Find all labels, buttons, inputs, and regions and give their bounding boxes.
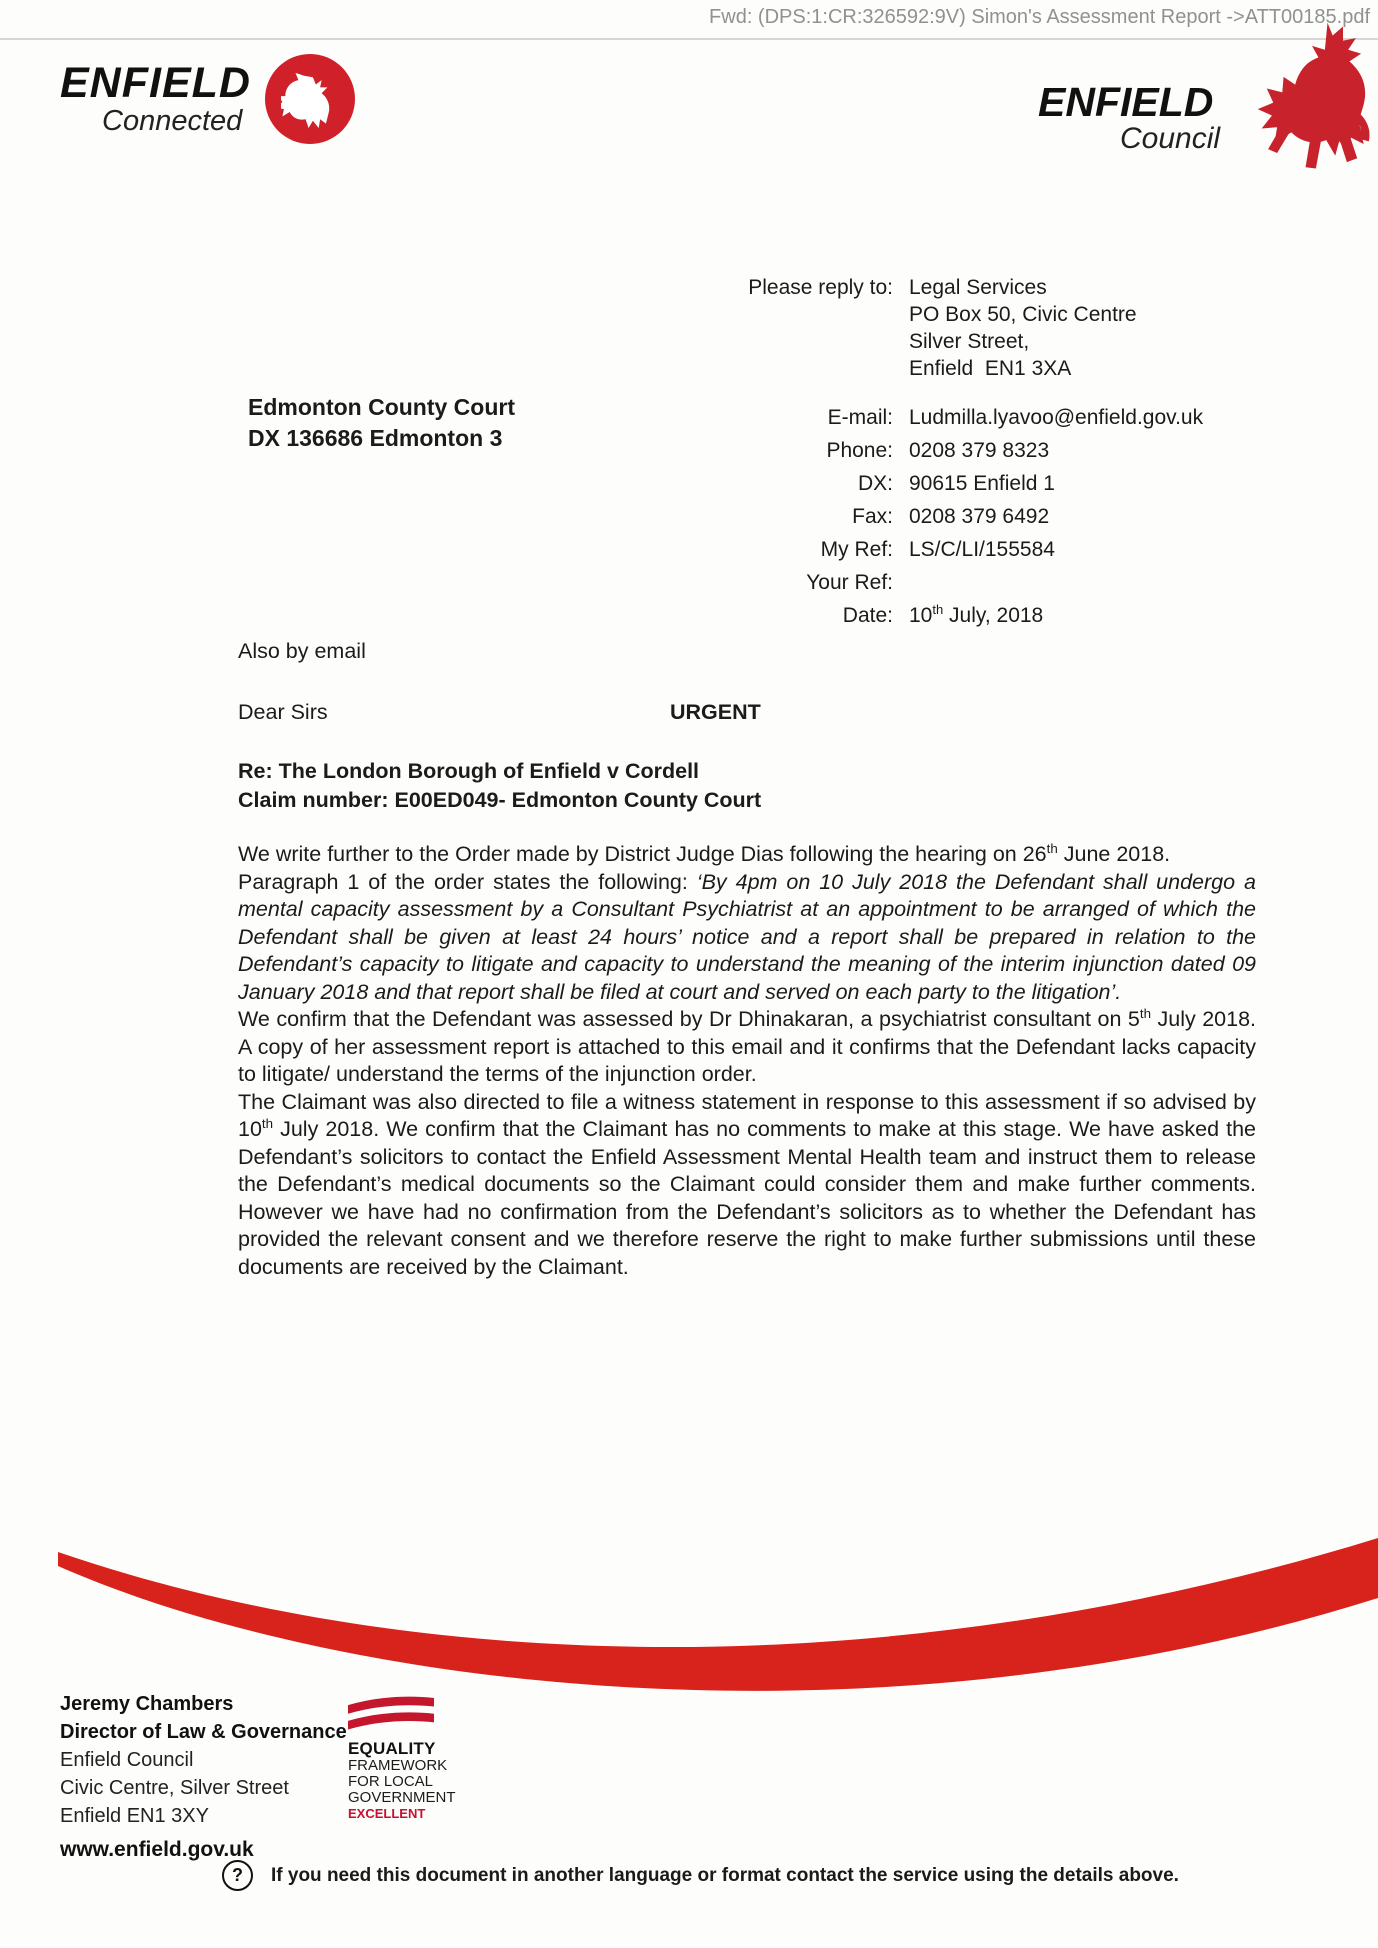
contact-row-date bbox=[560, 604, 1340, 627]
contact-label: My Ref: bbox=[820, 538, 893, 561]
equality-logo-line: EXCELLENT bbox=[348, 1806, 426, 1821]
reply-to-block bbox=[560, 274, 1340, 382]
re-line: Re: The London Borough of Enfield v Cordell bbox=[238, 759, 700, 783]
contact-label: Fax: bbox=[852, 505, 893, 528]
language-note-row bbox=[222, 1860, 1179, 1891]
help-icon: ? bbox=[222, 1860, 253, 1891]
equality-logo-line: GOVERNMENT bbox=[348, 1789, 456, 1806]
paragraph-3: We confirm that the Defendant was assessed by Dr Dhinakaran, a psychiatrist consultant on 5th July 2018. A copy of her assessment report is attached to this email and it confirms that the Defendant lacks capacity to litigate/ understand the terms of the injunction order. bbox=[238, 1005, 1257, 1086]
enfield-council-logo bbox=[1030, 20, 1378, 180]
contact-row-dx bbox=[560, 472, 1340, 495]
contact-details bbox=[560, 406, 1340, 637]
re-line: Claim number: E00ED049- Edmonton County Court bbox=[238, 788, 762, 812]
website-url: www.enfield.gov.uk bbox=[60, 1838, 254, 1861]
signatory-name: Jeremy Chambers bbox=[60, 1693, 234, 1715]
equality-stripes-icon bbox=[348, 1690, 434, 1736]
connected-logo-title: ENFIELD bbox=[60, 59, 251, 107]
equality-logo-line: FRAMEWORK bbox=[348, 1757, 448, 1774]
language-note: If you need this document in another language or format contact the service using the details above. bbox=[271, 1864, 1179, 1886]
reply-to-address bbox=[893, 274, 1137, 382]
contact-row-email bbox=[560, 406, 1340, 429]
contact-row-yourref bbox=[560, 571, 1340, 594]
email-subject-line: Fwd: (DPS:1:CR:326592:9V) Simon's Assessment Report ->ATT00185.pdf bbox=[709, 6, 1370, 28]
paragraph-1: We write further to the Order made by District Judge Dias following the hearing on 26th June 2018. bbox=[238, 840, 1171, 866]
reply-address-line: Legal Services bbox=[909, 276, 1047, 299]
reply-to-label: Please reply to: bbox=[748, 276, 893, 299]
equality-logo-line: EQUALITY bbox=[348, 1739, 436, 1758]
contact-label: Date: bbox=[842, 604, 893, 627]
paragraph-2 bbox=[238, 869, 1256, 1007]
contact-row-fax bbox=[560, 505, 1340, 528]
equality-logo-line: FOR LOCAL bbox=[348, 1773, 434, 1790]
reply-address-line: Enfield EN1 3XA bbox=[909, 357, 1072, 380]
equality-framework-logo bbox=[348, 1690, 474, 1822]
enfield-connected-logo bbox=[60, 59, 355, 144]
reply-address-line: PO Box 50, Civic Centre bbox=[909, 303, 1137, 326]
enfield-crest-icon bbox=[265, 54, 355, 144]
council-logo-subtitle: Council bbox=[1120, 122, 1221, 155]
council-beast-icon bbox=[1246, 20, 1378, 175]
letter-body bbox=[238, 638, 1256, 1281]
contact-value bbox=[893, 571, 909, 594]
subject-reference-block bbox=[238, 757, 1256, 815]
recipient-address bbox=[248, 392, 515, 454]
signatory-address-line: Civic Centre, Silver Street bbox=[60, 1777, 289, 1799]
signatory-address-line: Enfield EN1 3XY bbox=[60, 1805, 209, 1827]
contact-value: 0208 379 8323 bbox=[909, 439, 1050, 462]
paragraph-4: The Claimant was also directed to file a witness statement in response to this assessment if so advised by 10th July 2018. We confirm that the Claimant has no comments to make at this stage. We have asked the Defendant’s solicitors to contact the Enfield Assessment Mental Health team and instruct them to release the Defendant’s medical documents so the Claimant could consider them and make further comments. However we have had no confirmation from the Defendant’s solicitors as to whether the Defendant has provided the relevant consent and we therefore reserve the right to make further submissions until these documents are received by the Claimant. bbox=[238, 1089, 1256, 1279]
contact-label: DX: bbox=[857, 472, 893, 495]
connected-logo-text bbox=[60, 59, 251, 137]
recipient-line: DX 136686 Edmonton 3 bbox=[248, 425, 503, 451]
signatory-address-line: Enfield Council bbox=[60, 1749, 194, 1771]
urgent-marker: URGENT bbox=[670, 699, 761, 724]
contact-row-phone bbox=[560, 439, 1340, 462]
connected-logo-subtitle: Connected bbox=[102, 105, 243, 137]
signatory-block bbox=[60, 1690, 347, 1830]
contact-value: LS/C/LI/155584 bbox=[909, 538, 1055, 561]
contact-label: Your Ref: bbox=[806, 571, 893, 594]
contact-value: 0208 379 6492 bbox=[909, 505, 1050, 528]
salutation: Dear Sirs bbox=[238, 699, 328, 724]
reply-address-line: Silver Street, bbox=[909, 330, 1030, 353]
contact-row-myref bbox=[560, 538, 1340, 561]
red-swoosh-decoration bbox=[0, 1538, 1378, 1713]
contact-value: 90615 Enfield 1 bbox=[909, 472, 1055, 495]
contact-value-date: 10th July, 2018 bbox=[909, 602, 1044, 627]
recipient-line: Edmonton County Court bbox=[248, 394, 516, 420]
council-logo-title: ENFIELD bbox=[1038, 79, 1214, 125]
paragraph-2-intro: Paragraph 1 of the order states the following: bbox=[238, 869, 697, 894]
contact-value: Ludmilla.lyavoo@enfield.gov.uk bbox=[909, 406, 1204, 429]
contact-label: E-mail: bbox=[827, 406, 893, 429]
order-quote: ‘By 4pm on 10 July 2018 the Defendant shall undergo a mental capacity assessment by a Consultant Psychiatrist at an appointment to be arranged of which the Defendant shall be given at least 24 hours’ notice and a report shall be prepared in relation to the Defendant’s capacity to litigate and capacity to understand the meaning of the interim injunction dated 09 January 2018 and that report shall be filed at court and served on each party to the litigation’. bbox=[238, 869, 1256, 1004]
signatory-title: Director of Law & Governance bbox=[60, 1721, 347, 1743]
also-by-email-note: Also by email bbox=[238, 639, 366, 663]
contact-label: Phone: bbox=[826, 439, 893, 462]
salutation-row bbox=[238, 699, 1256, 727]
